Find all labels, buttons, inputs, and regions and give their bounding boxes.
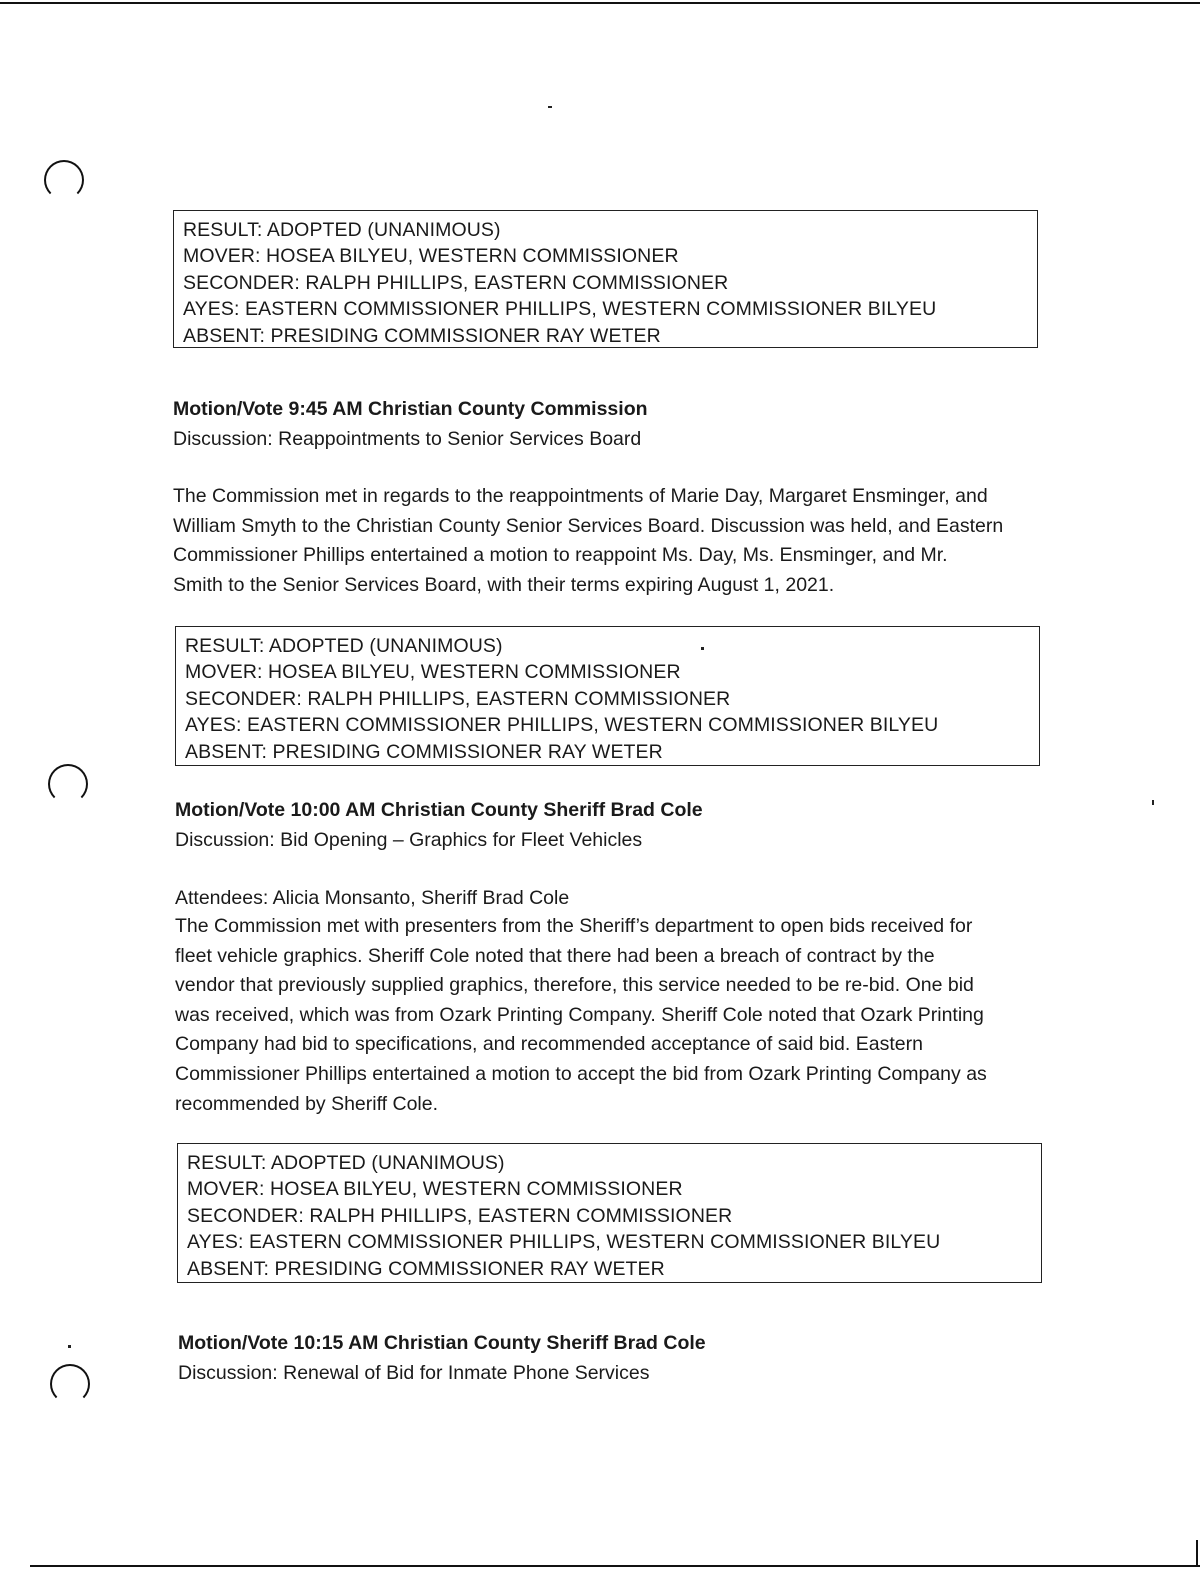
scan-edge-top bbox=[0, 2, 1200, 4]
scan-speck bbox=[548, 106, 552, 108]
scan-speck bbox=[1152, 800, 1154, 805]
paragraph-line: The Commission met with presenters from the Sheriff’s department to open bids received for bbox=[175, 915, 973, 937]
paragraph-line: Smith to the Senior Services Board, with their terms expiring August 1, 2021. bbox=[173, 573, 835, 596]
section-discussion-3: Discussion: Renewal of Bid for Inmate Phone Services bbox=[178, 1362, 650, 1384]
mover-line: MOVER: HOSEA BILYEU, WESTERN COMMISSIONER bbox=[183, 245, 679, 268]
section-heading-1: Motion/Vote 9:45 AM Christian County Commission bbox=[173, 398, 648, 420]
paragraph-line: The Commission met in regards to the reappointments of Marie Day, Margaret Ensminger, and bbox=[173, 485, 988, 507]
result-box-1 bbox=[173, 210, 1038, 348]
result-box-2 bbox=[175, 626, 1040, 766]
binder-hole-top bbox=[44, 160, 84, 200]
absent-line: ABSENT: PRESIDING COMMISSIONER RAY WETER bbox=[187, 1257, 665, 1280]
section-heading-2: Motion/Vote 10:00 AM Christian County Sheriff Brad Cole bbox=[175, 799, 703, 821]
section-paragraph-1 bbox=[173, 482, 1003, 600]
ayes-line: AYES: EASTERN COMMISSIONER PHILLIPS, WESTERN COMMISSIONER BILYEU bbox=[183, 298, 937, 321]
scan-edge-corner bbox=[1196, 1540, 1198, 1566]
section-discussion-2: Discussion: Bid Opening – Graphics for Fleet Vehicles bbox=[175, 829, 643, 851]
absent-line: ABSENT: PRESIDING COMMISSIONER RAY WETER bbox=[183, 324, 661, 347]
result-line: RESULT: ADOPTED (UNANIMOUS) bbox=[187, 1152, 505, 1174]
paragraph-line: fleet vehicle graphics. Sheriff Cole noted that there had been a breach of contract by the bbox=[175, 944, 935, 967]
binder-hole-middle bbox=[48, 764, 88, 804]
seconder-line: SECONDER: RALPH PHILLIPS, EASTERN COMMISSIONER bbox=[185, 687, 731, 710]
mover-line: MOVER: HOSEA BILYEU, WESTERN COMMISSIONER bbox=[187, 1178, 683, 1201]
paragraph-line: Company had bid to specifications, and recommended acceptance of said bid. Eastern bbox=[175, 1033, 923, 1056]
paragraph-line: recommended by Sheriff Cole. bbox=[175, 1092, 439, 1115]
scan-edge-bottom bbox=[30, 1565, 1200, 1567]
result-line: RESULT: ADOPTED (UNANIMOUS) bbox=[183, 219, 501, 241]
ayes-line: AYES: EASTERN COMMISSIONER PHILLIPS, WESTERN COMMISSIONER BILYEU bbox=[185, 714, 939, 737]
paragraph-line: Commissioner Phillips entertained a motion to reappoint Ms. Day, Ms. Ensminger, and Mr. bbox=[173, 544, 948, 567]
result-box-3 bbox=[177, 1143, 1042, 1283]
absent-line: ABSENT: PRESIDING COMMISSIONER RAY WETER bbox=[185, 740, 663, 763]
paragraph-line: Commissioner Phillips entertained a motion to accept the bid from Ozark Printing Company as bbox=[175, 1062, 987, 1085]
seconder-line: SECONDER: RALPH PHILLIPS, EASTERN COMMISSIONER bbox=[187, 1204, 733, 1227]
paragraph-line: William Smyth to the Christian County Senior Services Board. Discussion was held, and Eastern bbox=[173, 514, 1004, 537]
paragraph-line: was received, which was from Ozark Printing Company. Sheriff Cole noted that Ozark Printing bbox=[175, 1003, 984, 1026]
scan-speck bbox=[68, 1345, 71, 1348]
mover-line: MOVER: HOSEA BILYEU, WESTERN COMMISSIONER bbox=[185, 661, 681, 684]
section-heading-3: Motion/Vote 10:15 AM Christian County Sheriff Brad Cole bbox=[178, 1332, 706, 1354]
ayes-line: AYES: EASTERN COMMISSIONER PHILLIPS, WESTERN COMMISSIONER BILYEU bbox=[187, 1231, 941, 1254]
section-paragraph-2 bbox=[175, 912, 987, 1119]
paragraph-line: vendor that previously supplied graphics, therefore, this service needed to be re-bid. One bid bbox=[175, 974, 974, 997]
result-line: RESULT: ADOPTED (UNANIMOUS) bbox=[185, 635, 503, 657]
binder-hole-bottom bbox=[50, 1364, 90, 1404]
section-discussion-1: Discussion: Reappointments to Senior Services Board bbox=[173, 428, 642, 450]
section-attendees-2: Attendees: Alicia Monsanto, Sheriff Brad Cole bbox=[175, 887, 570, 909]
seconder-line: SECONDER: RALPH PHILLIPS, EASTERN COMMISSIONER bbox=[183, 271, 729, 294]
